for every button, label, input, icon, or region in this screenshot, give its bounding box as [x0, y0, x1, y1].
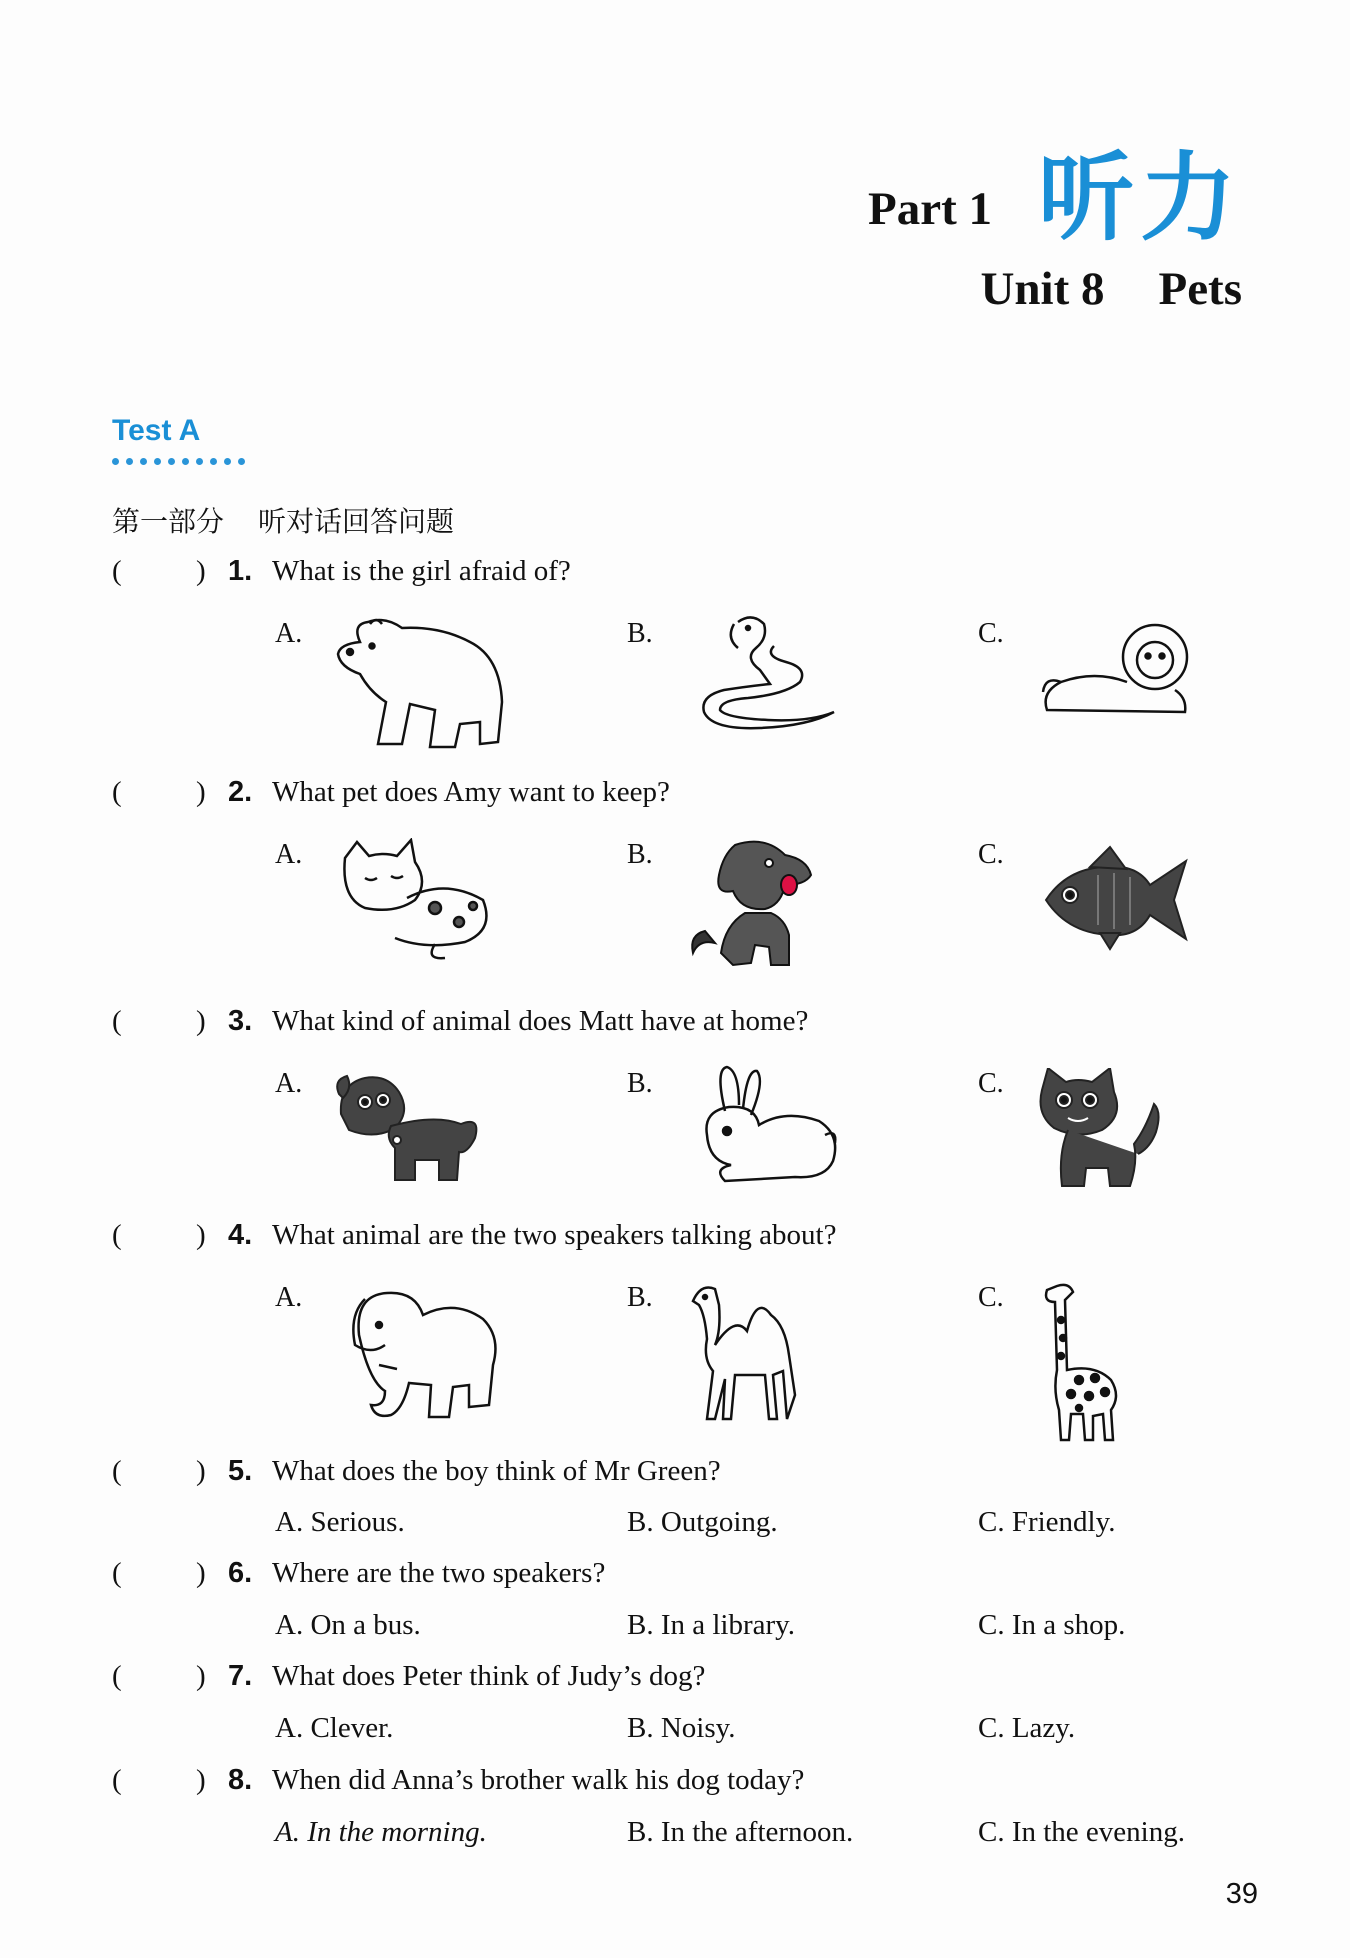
question-text: What does the boy think of Mr Green? [272, 1455, 721, 1487]
dog-icon [685, 835, 820, 975]
page-header [868, 142, 1242, 316]
bear-icon [330, 612, 510, 757]
question-text: What does Peter think of Judy’s dog? [272, 1660, 706, 1692]
part-title-chinese: 听力 [1038, 142, 1242, 254]
question-number: 4. [228, 1219, 253, 1251]
camel-icon [685, 1275, 805, 1425]
section-title [112, 500, 454, 540]
question-number: 7. [228, 1660, 253, 1692]
snake-icon [690, 612, 840, 737]
unit-title [868, 262, 1242, 316]
question-text: When did Anna’s brother walk his dog today? [272, 1764, 805, 1796]
option-b: B. In the afternoon. [627, 1816, 854, 1848]
question-number: 2. [228, 776, 253, 808]
question-text: Where are the two speakers? [272, 1557, 606, 1589]
question-text: What animal are the two speakers talking about? [272, 1219, 837, 1251]
option-a: A. In the morning. [275, 1816, 487, 1848]
option-c: C. In a shop. [978, 1609, 1126, 1641]
fish-icon [1040, 845, 1190, 955]
question-text: What kind of animal does Matt have at home? [272, 1005, 809, 1037]
lion-icon [1035, 612, 1195, 722]
option-c: C. In the evening. [978, 1816, 1185, 1848]
question-text: What is the girl afraid of? [272, 555, 571, 587]
option-c: C. Lazy. [978, 1712, 1076, 1744]
option-b: B. In a library. [627, 1609, 796, 1641]
workbook-page: Part 1 听力 Unit 8 Pets Test A 第一部分 听对话回答问题 ( ) 1. What is the girl afraid of? A. B. C. ( ) 2. What pet does Amy want to keep? A. B. C. ( ) 3. What kind of animal does Matt have at home? A. B. C. ( ) 4. What animal are the two speakers talking about? A. B. C. ( ) 5. What does the boy think of Mr Green? A. Serious. B. Outgoing. C. Friendly. ( ) 6. Where are the two speakers? A. On a bus. B. In a library. C. In a shop. ( ) 7. What does Peter think of Judy’s dog? A. Clever. B. Noisy. C. Lazy. ( ) 8. When did Anna’s brother walk his dog today? A. In the morning. B. In the afternoon. C. In the evening. 39 [0, 0, 1350, 1958]
cat-icon [335, 838, 495, 963]
unit-topic: Pets [1158, 263, 1242, 315]
option-a: A. Clever. [275, 1712, 394, 1744]
question-number: 1. [228, 555, 253, 587]
question-number: 6. [228, 1557, 253, 1589]
question-text: What pet does Amy want to keep? [272, 776, 670, 808]
cat-icon [1038, 1068, 1163, 1193]
question-number: 3. [228, 1005, 253, 1037]
giraffe-icon [1035, 1280, 1125, 1445]
question-number: 8. [228, 1764, 253, 1796]
option-b: B. Noisy. [627, 1712, 736, 1744]
page-number: 39 [1225, 1878, 1258, 1910]
section-label: 第一部分 [112, 505, 225, 538]
option-b: B. Outgoing. [627, 1506, 778, 1538]
test-title: Test A [112, 414, 201, 447]
part-label: Part 1 [868, 183, 992, 235]
option-a: A. Serious. [275, 1506, 405, 1538]
rabbit-icon [685, 1065, 840, 1190]
dog-icon [335, 1068, 480, 1188]
section-instruction: 听对话回答问题 [258, 505, 455, 538]
option-c: C. Friendly. [978, 1506, 1116, 1538]
unit-label: Unit 8 [980, 263, 1105, 315]
dotted-underline [112, 452, 252, 470]
elephant-icon [345, 1285, 500, 1425]
option-a: A. On a bus. [275, 1609, 421, 1641]
question-number: 5. [228, 1455, 253, 1487]
